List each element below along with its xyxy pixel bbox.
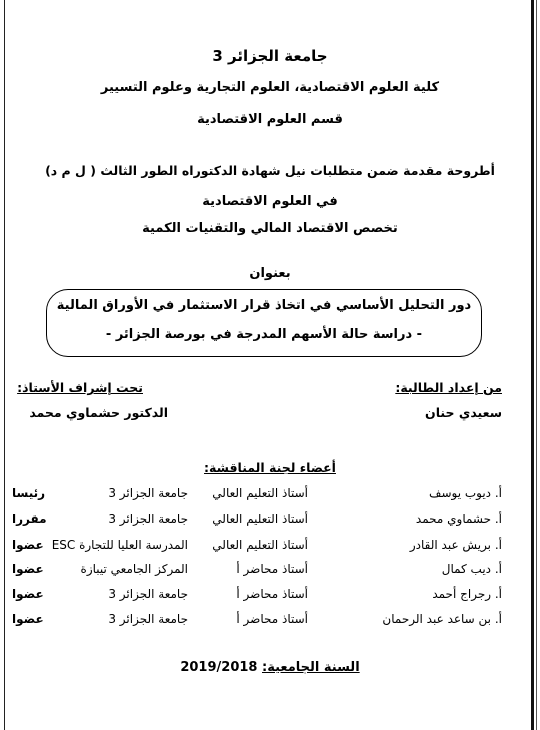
member-role: عضوا	[12, 612, 44, 626]
member-name: أ. ديب كمال	[441, 562, 502, 576]
committee-row	[0, 587, 540, 609]
member-rank: أستاذ التعليم العالي	[212, 486, 308, 500]
member-institution: جامعة الجزائر 3	[108, 612, 188, 626]
committee-row	[0, 512, 540, 534]
supervised-by-label: تحت إشراف الأستاذ:	[17, 380, 143, 395]
member-institution: جامعة الجزائر 3	[108, 486, 188, 500]
committee-row	[0, 612, 540, 634]
faculty-name: كلية العلوم الاقتصادية، العلوم التجارية وعلوم التسيير	[100, 80, 440, 95]
member-role: عضوا	[12, 562, 44, 576]
member-rank: أستاذ التعليم العالي	[212, 512, 308, 526]
committee-row	[0, 562, 540, 584]
member-institution: جامعة الجزائر 3	[108, 587, 188, 601]
thesis-subtitle: - دراسة حالة الأسهم المدرجة في بورصة الجزائر -	[105, 327, 423, 342]
member-name: أ. حشماوي محمد	[415, 512, 502, 526]
member-role: رئيسا	[12, 486, 46, 500]
academic-year	[0, 660, 540, 675]
department-name: قسم العلوم الاقتصادية	[197, 112, 343, 127]
member-name: أ. ديوب يوسف	[429, 486, 502, 500]
member-name: أ. بريش عبد القادر	[409, 538, 502, 552]
thesis-specialty: تخصص الاقتصاد المالي والتقنيات الكمية	[142, 221, 398, 236]
thesis-type: أطروحة مقدمة ضمن متطلبات نيل شهادة الدكتوراه الطور الثالث ( ل م د)	[45, 163, 495, 178]
university-name: جامعة الجزائر 3	[212, 47, 328, 65]
member-institution: جامعة الجزائر 3	[108, 512, 188, 526]
member-rank: أستاذ محاضر أ	[236, 562, 308, 576]
member-role: عضوا	[12, 538, 44, 552]
member-rank: أستاذ محاضر أ	[236, 612, 308, 626]
committee-row	[0, 486, 540, 508]
member-institution: المدرسة العليا للتجارة ESC	[51, 538, 188, 552]
thesis-field: في العلوم الاقتصادية	[202, 194, 338, 209]
member-rank: أستاذ التعليم العالي	[212, 538, 308, 552]
member-name: أ. بن ساعد عبد الرحمان	[382, 612, 502, 626]
thesis-title: دور التحليل الأساسي في اتخاذ قرار الاستثمار في الأوراق المالية	[56, 298, 472, 313]
committee-heading	[0, 460, 540, 475]
academic-year-value: 2019/2018	[180, 660, 258, 675]
supervisor-name: الدكتور حشماوي محمد	[29, 405, 168, 420]
thesis-title-box	[46, 289, 482, 357]
member-role: مقررا	[12, 512, 47, 526]
member-institution: المركز الجامعي تيبازة	[80, 562, 188, 576]
committee-row	[0, 538, 540, 560]
student-name: سعيدي حنان	[425, 405, 502, 420]
prepared-by-label: من إعداد الطالبة:	[395, 380, 502, 395]
member-rank: أستاذ محاضر أ	[236, 587, 308, 601]
academic-year-label: السنة الجامعية:	[262, 660, 360, 675]
member-role: عضوا	[12, 587, 44, 601]
titled-label: بعنوان	[249, 266, 291, 281]
committee-heading-text: أعضاء لجنة المناقشة:	[204, 460, 336, 475]
member-name: أ. رجراج أحمد	[432, 587, 502, 601]
